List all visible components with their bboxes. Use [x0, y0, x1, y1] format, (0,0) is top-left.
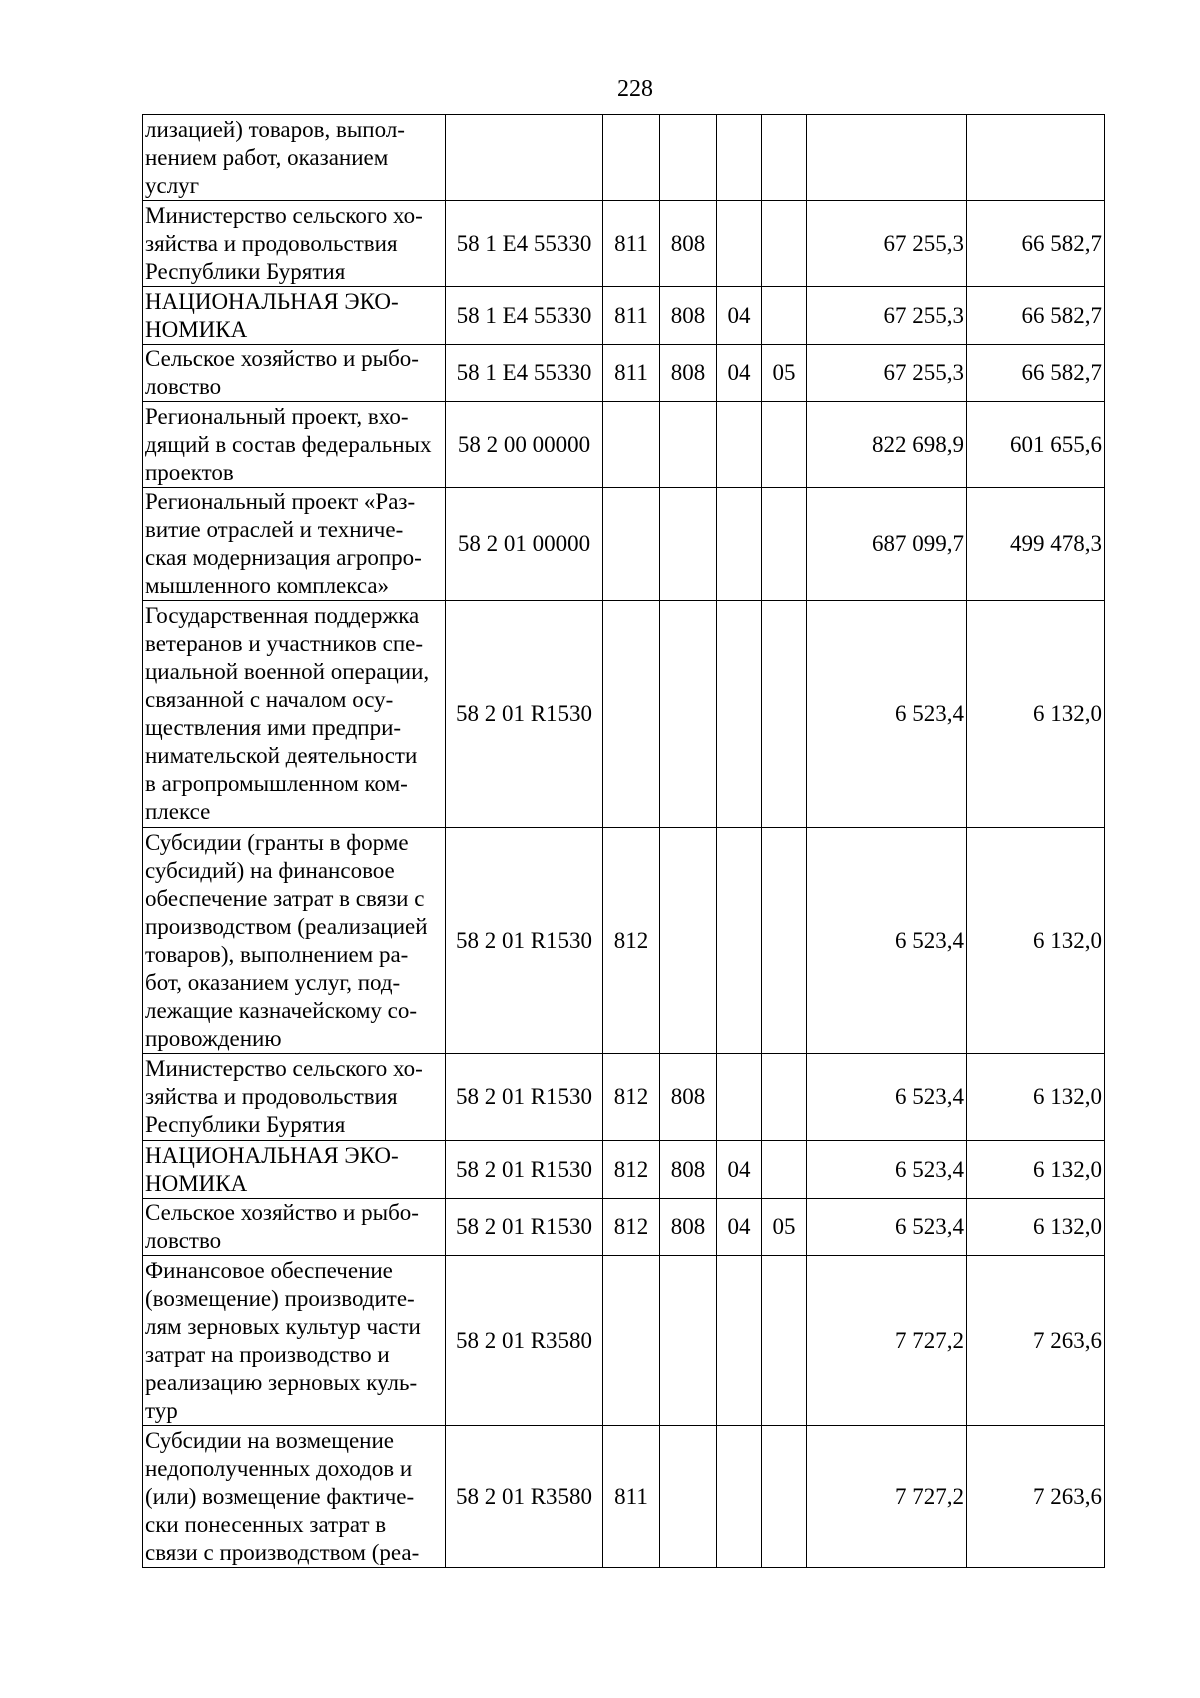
cell-item-name	[143, 115, 446, 201]
cell-amount-1: 67 255,3	[807, 287, 967, 345]
cell-target-code: 58 2 01 R1530	[446, 1054, 603, 1141]
item-name-line: Государственная поддержка	[145, 603, 420, 628]
cell-expense-type	[603, 115, 660, 201]
item-name-line: Сельское хозяйство и рыбо-	[145, 346, 419, 371]
item-name-line: бот, оказанием услуг, под-	[145, 969, 401, 995]
item-name-line: дящий в состав федеральных	[145, 431, 432, 457]
table-body	[143, 115, 1105, 1568]
cell-department-code	[660, 115, 717, 201]
cell-item-name	[143, 1054, 446, 1141]
cell-expense-type: 812	[603, 1054, 660, 1141]
item-name-line: провождению	[145, 1025, 282, 1051]
cell-amount-2: 6 132,0	[967, 1141, 1105, 1199]
cell-target-code: 58 2 01 00000	[446, 488, 603, 601]
item-name-line: НАЦИОНАЛЬНАЯ ЭКО-	[145, 288, 399, 314]
cell-section	[717, 201, 762, 287]
cell-amount-1: 6 523,4	[807, 828, 967, 1054]
cell-subsection	[762, 601, 807, 828]
budget-table	[142, 114, 1105, 1568]
page-number: 228	[617, 76, 653, 102]
item-name-line: обеспечение затрат в связи с	[145, 885, 425, 911]
cell-subsection	[762, 1141, 807, 1199]
cell-amount-1	[807, 115, 967, 201]
cell-department-code	[660, 1256, 717, 1426]
table-row	[143, 828, 1105, 1054]
cell-target-code: 58 2 01 R1530	[446, 1141, 603, 1199]
cell-item-name	[143, 488, 446, 601]
cell-department-code	[660, 488, 717, 601]
cell-section	[717, 601, 762, 828]
item-name-line: Региональный проект «Раз-	[145, 489, 416, 514]
item-name-line: НОМИКА	[145, 1170, 248, 1196]
cell-expense-type: 812	[603, 828, 660, 1054]
cell-target-code: 58 2 01 R3580	[446, 1256, 603, 1426]
cell-amount-1: 6 523,4	[807, 1199, 967, 1256]
item-name-line: плексе	[145, 799, 211, 824]
cell-department-code: 808	[660, 287, 717, 345]
cell-section	[717, 488, 762, 601]
cell-amount-2: 66 582,7	[967, 345, 1105, 402]
table-row	[143, 345, 1105, 402]
cell-item-name	[143, 402, 446, 488]
table-row	[143, 201, 1105, 287]
table-row	[143, 1256, 1105, 1426]
table-row	[143, 115, 1105, 201]
cell-item-name	[143, 1141, 446, 1199]
cell-amount-2: 6 132,0	[967, 1054, 1105, 1141]
cell-subsection	[762, 287, 807, 345]
cell-expense-type: 811	[603, 1426, 660, 1568]
item-name-line: лежащие казначейскому со-	[145, 997, 418, 1023]
item-name-line: затрат на производство и	[145, 1341, 390, 1367]
cell-expense-type	[603, 601, 660, 828]
cell-item-name	[143, 345, 446, 402]
cell-amount-1: 6 523,4	[807, 1141, 967, 1199]
cell-section: 04	[717, 345, 762, 402]
table-row	[143, 1426, 1105, 1568]
item-name-line: (или) возмещение фактиче-	[145, 1483, 415, 1509]
item-name-line: ветеранов и участников спе-	[145, 631, 424, 656]
item-name-line: реализацию зерновых куль-	[145, 1369, 418, 1395]
cell-amount-1: 687 099,7	[807, 488, 967, 601]
cell-expense-type: 812	[603, 1199, 660, 1256]
item-name-line: недополученных доходов и	[145, 1455, 413, 1481]
cell-amount-2: 6 132,0	[967, 828, 1105, 1054]
item-name-line: Сельское хозяйство и рыбо-	[145, 1200, 419, 1225]
item-name-line: зяйства и продовольствия	[145, 230, 398, 256]
cell-subsection	[762, 402, 807, 488]
cell-amount-1: 67 255,3	[807, 201, 967, 287]
cell-expense-type: 812	[603, 1141, 660, 1199]
cell-amount-2: 601 655,6	[967, 402, 1105, 488]
cell-section: 04	[717, 287, 762, 345]
cell-subsection	[762, 1426, 807, 1568]
item-name-line: тур	[145, 1397, 178, 1423]
cell-expense-type: 811	[603, 287, 660, 345]
item-name-line: связанной с началом осу-	[145, 687, 394, 712]
item-name-line: мышленного комплекса»	[145, 573, 390, 598]
cell-amount-2: 499 478,3	[967, 488, 1105, 601]
cell-section	[717, 1054, 762, 1141]
cell-expense-type: 811	[603, 201, 660, 287]
cell-expense-type	[603, 488, 660, 601]
table-row	[143, 1054, 1105, 1141]
item-name-line: Региональный проект, вхо-	[145, 403, 409, 429]
cell-amount-1: 6 523,4	[807, 601, 967, 828]
item-name-line: Республики Бурятия	[145, 1112, 346, 1137]
cell-amount-1: 67 255,3	[807, 345, 967, 402]
item-name-line: НОМИКА	[145, 316, 248, 342]
cell-target-code: 58 1 Е4 55330	[446, 287, 603, 345]
item-name-line: Министерство сельского хо-	[145, 202, 423, 228]
item-name-line: циальной военной операции,	[145, 659, 430, 684]
cell-subsection: 05	[762, 1199, 807, 1256]
cell-item-name	[143, 1199, 446, 1256]
item-name-line: Финансовое обеспечение	[145, 1257, 393, 1283]
cell-amount-2: 6 132,0	[967, 601, 1105, 828]
item-name-line: субсидий) на финансовое	[145, 857, 395, 883]
item-name-line: услуг	[145, 172, 200, 198]
item-name-line: Субсидии на возмещение	[145, 1427, 394, 1453]
cell-department-code: 808	[660, 201, 717, 287]
item-name-line: связи с производством (реа-	[145, 1539, 420, 1565]
cell-amount-1: 7 727,2	[807, 1426, 967, 1568]
table-row	[143, 287, 1105, 345]
cell-target-code: 58 1 Е4 55330	[446, 345, 603, 402]
item-name-line: зяйства и продовольствия	[145, 1084, 398, 1109]
table-row	[143, 488, 1105, 601]
item-name-line: ловство	[145, 1228, 222, 1253]
table-row	[143, 1141, 1105, 1199]
item-name-line: проектов	[145, 459, 234, 485]
cell-section	[717, 402, 762, 488]
item-name-line: НАЦИОНАЛЬНАЯ ЭКО-	[145, 1142, 399, 1168]
cell-amount-1: 7 727,2	[807, 1256, 967, 1426]
cell-target-code: 58 2 01 R3580	[446, 1426, 603, 1568]
item-name-line: нимательской деятельности	[145, 743, 418, 768]
item-name-line: ловство	[145, 374, 222, 399]
item-name-line: (возмещение) производите-	[145, 1285, 415, 1311]
cell-item-name	[143, 287, 446, 345]
cell-item-name	[143, 201, 446, 287]
cell-section	[717, 1426, 762, 1568]
cell-department-code	[660, 1426, 717, 1568]
cell-amount-2: 7 263,6	[967, 1426, 1105, 1568]
cell-section: 04	[717, 1199, 762, 1256]
cell-department-code: 808	[660, 1054, 717, 1141]
cell-expense-type	[603, 402, 660, 488]
item-name-line: ская модернизация агропро-	[145, 545, 422, 570]
table-row	[143, 402, 1105, 488]
cell-subsection	[762, 488, 807, 601]
item-name-line: нением работ, оказанием	[145, 144, 389, 170]
cell-target-code	[446, 115, 603, 201]
cell-item-name	[143, 1256, 446, 1426]
table-row	[143, 1199, 1105, 1256]
cell-subsection	[762, 115, 807, 201]
cell-target-code: 58 2 01 R1530	[446, 601, 603, 828]
cell-subsection	[762, 201, 807, 287]
cell-expense-type: 811	[603, 345, 660, 402]
cell-target-code: 58 1 Е4 55330	[446, 201, 603, 287]
cell-department-code	[660, 601, 717, 828]
item-name-line: витие отраслей и техниче-	[145, 517, 404, 542]
item-name-line: ски понесенных затрат в	[145, 1511, 387, 1537]
item-name-line: Республики Бурятия	[145, 258, 346, 284]
cell-amount-2: 66 582,7	[967, 287, 1105, 345]
item-name-line: лям зерновых культур части	[145, 1313, 421, 1339]
cell-section	[717, 115, 762, 201]
item-name-line: производством (реализацией	[145, 913, 428, 939]
item-name-line: лизацией) товаров, выпол-	[145, 116, 405, 142]
cell-subsection: 05	[762, 345, 807, 402]
cell-subsection	[762, 1256, 807, 1426]
cell-amount-2: 7 263,6	[967, 1256, 1105, 1426]
cell-department-code	[660, 402, 717, 488]
cell-department-code: 808	[660, 345, 717, 402]
cell-amount-2: 66 582,7	[967, 201, 1105, 287]
cell-item-name	[143, 601, 446, 828]
cell-amount-1: 6 523,4	[807, 1054, 967, 1141]
cell-item-name	[143, 1426, 446, 1568]
cell-department-code	[660, 828, 717, 1054]
cell-amount-2: 6 132,0	[967, 1199, 1105, 1256]
item-name-line: ществления ими предпри-	[145, 715, 402, 740]
cell-department-code: 808	[660, 1199, 717, 1256]
cell-section	[717, 828, 762, 1054]
item-name-line: товаров), выполнением ра-	[145, 941, 409, 967]
item-name-line: в агропромышленном ком-	[145, 771, 408, 796]
cell-target-code: 58 2 01 R1530	[446, 1199, 603, 1256]
cell-target-code: 58 2 00 00000	[446, 402, 603, 488]
cell-item-name	[143, 828, 446, 1054]
cell-expense-type	[603, 1256, 660, 1426]
cell-department-code: 808	[660, 1141, 717, 1199]
cell-target-code: 58 2 01 R1530	[446, 828, 603, 1054]
cell-subsection	[762, 828, 807, 1054]
cell-amount-2	[967, 115, 1105, 201]
cell-amount-1: 822 698,9	[807, 402, 967, 488]
cell-subsection	[762, 1054, 807, 1141]
cell-section: 04	[717, 1141, 762, 1199]
cell-section	[717, 1256, 762, 1426]
item-name-line: Субсидии (гранты в форме	[145, 829, 409, 855]
item-name-line: Министерство сельского хо-	[145, 1056, 423, 1081]
table-row	[143, 601, 1105, 828]
